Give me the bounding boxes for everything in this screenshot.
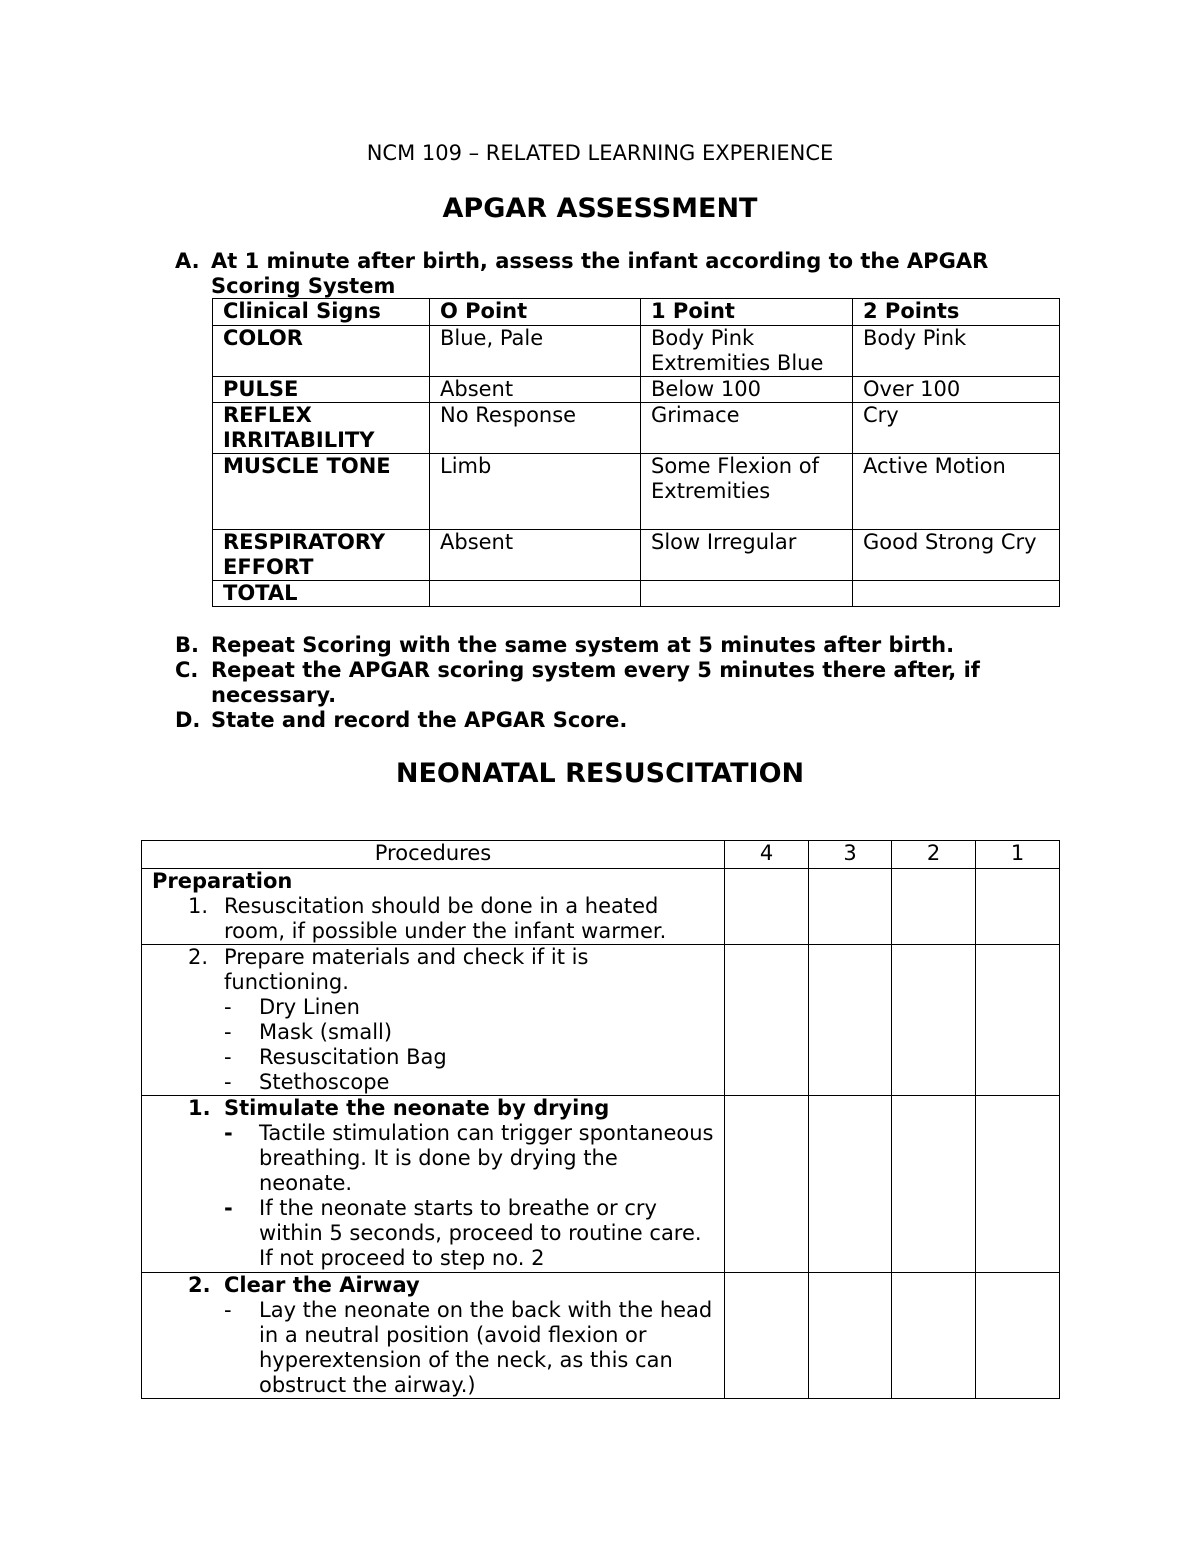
step-letter: A. [175, 249, 200, 273]
table-header-row [142, 841, 1060, 869]
dash-bullet: - [224, 995, 232, 1019]
score-cell [725, 869, 809, 945]
sign-cell: MUSCLE TONE [213, 454, 430, 530]
step-d [175, 708, 1055, 733]
step-text: Repeat the APGAR scoring system every 5 minutes there after, if necessary. [211, 658, 980, 707]
total-row [213, 581, 1060, 607]
score-cell [809, 1273, 892, 1399]
resuscitation-checklist-table [141, 840, 1060, 1399]
score-cell: Body Pink Extremities Blue [641, 326, 853, 377]
point-text: If the neonate starts to breathe or cry within 5 seconds, proceed to routine care. If not proceed to step no. 2 [259, 1196, 702, 1270]
score-cell [976, 869, 1060, 945]
material-item: Stethoscope [259, 1070, 390, 1094]
section-title: Preparation [152, 869, 293, 893]
score-cell [725, 945, 809, 1096]
dash-bullet: - [224, 1196, 233, 1220]
column-header: 1 Point [641, 299, 853, 326]
table-row [213, 403, 1060, 454]
score-cell [976, 1096, 1060, 1273]
sign-cell: PULSE [213, 377, 430, 403]
step-text: Repeat Scoring with the same system at 5 minutes after birth. [211, 633, 955, 657]
total-cell [430, 581, 641, 607]
point-text: Lay the neonate on the back with the head in a neutral position (avoid flexion or hyperextension of the neck, as this can obstruct the airway.) [259, 1298, 713, 1397]
sign-cell: RESPIRATORY EFFORT [213, 530, 430, 581]
total-cell [641, 581, 853, 607]
table-row [213, 454, 1060, 530]
score-cell: Cry [853, 403, 1060, 454]
course-subtitle: NCM 109 – RELATED LEARNING EXPERIENCE [366, 141, 834, 165]
score-cell: No Response [430, 403, 641, 454]
column-header: 2 Points [853, 299, 1060, 326]
score-cell [725, 1273, 809, 1399]
score-cell [976, 1273, 1060, 1399]
item-text: Prepare materials and check if it is functioning. [224, 945, 589, 994]
score-cell [725, 1096, 809, 1273]
step-letter: B. [175, 633, 199, 657]
neonatal-title: NEONATAL RESUSCITATION [395, 758, 805, 789]
score-cell: Absent [430, 377, 641, 403]
dash-bullet: - [224, 1121, 233, 1145]
score-cell [892, 869, 976, 945]
score-cell [809, 869, 892, 945]
sign-cell: TOTAL [213, 581, 430, 607]
material-item: Dry Linen [259, 995, 360, 1019]
table-row [213, 326, 1060, 377]
step-letter: C. [175, 658, 199, 682]
table-row [142, 1096, 1060, 1273]
procedure-cell [142, 1096, 725, 1273]
material-item: Mask (small) [259, 1020, 393, 1044]
point-text: Tactile stimulation can trigger spontaneous breathing. It is done by drying the neonate. [259, 1121, 714, 1195]
score-cell: Over 100 [853, 377, 1060, 403]
procedure-cell [142, 869, 725, 945]
column-header: 3 [809, 841, 892, 869]
item-number: 1. [188, 1096, 211, 1120]
item-text: Resuscitation should be done in a heated room, if possible under the infant warmer. [224, 894, 667, 943]
step-c [175, 658, 1055, 708]
step-text: State and record the APGAR Score. [211, 708, 628, 732]
step-text: At 1 minute after birth, assess the infant according to the APGAR Scoring System [211, 249, 989, 298]
column-header: 2 [892, 841, 976, 869]
step-title: Clear the Airway [224, 1273, 420, 1297]
score-cell: Grimace [641, 403, 853, 454]
procedure-cell [142, 945, 725, 1096]
item-number: 1. [188, 894, 209, 918]
step-title: Stimulate the neonate by drying [224, 1096, 610, 1120]
table-row [213, 377, 1060, 403]
score-cell [809, 945, 892, 1096]
step-b [175, 633, 1055, 658]
dash-bullet: - [224, 1070, 232, 1094]
column-header: 4 [725, 841, 809, 869]
score-cell: Limb [430, 454, 641, 530]
step-a [175, 249, 1055, 299]
apgar-title: APGAR ASSESSMENT [442, 193, 758, 224]
table-row [142, 869, 1060, 945]
apgar-scoring-table [212, 298, 1060, 607]
score-cell [892, 1273, 976, 1399]
score-cell [892, 945, 976, 1096]
item-number: 2. [188, 945, 209, 969]
score-cell: Body Pink [853, 326, 1060, 377]
score-cell: Absent [430, 530, 641, 581]
dash-bullet: - [224, 1020, 232, 1044]
table-row [213, 530, 1060, 581]
table-header-row [213, 299, 1060, 326]
dash-bullet: - [224, 1298, 232, 1322]
column-header: Clinical Signs [213, 299, 430, 326]
material-item: Resuscitation Bag [259, 1045, 447, 1069]
total-cell [853, 581, 1060, 607]
score-cell: Slow Irregular [641, 530, 853, 581]
procedure-cell [142, 1273, 725, 1399]
table-row [142, 945, 1060, 1096]
score-cell: Below 100 [641, 377, 853, 403]
column-header: O Point [430, 299, 641, 326]
sign-cell: COLOR [213, 326, 430, 377]
column-header: Procedures [142, 841, 725, 869]
score-cell: Good Strong Cry [853, 530, 1060, 581]
item-number: 2. [188, 1273, 211, 1297]
score-cell [976, 945, 1060, 1096]
score-cell: Active Motion [853, 454, 1060, 530]
dash-bullet: - [224, 1045, 232, 1069]
sign-cell: REFLEX IRRITABILITY [213, 403, 430, 454]
steps-bcd [175, 633, 1055, 733]
score-cell [892, 1096, 976, 1273]
score-cell: Blue, Pale [430, 326, 641, 377]
score-cell [809, 1096, 892, 1273]
step-letter: D. [175, 708, 201, 732]
score-cell: Some Flexion of Extremities [641, 454, 853, 530]
column-header: 1 [976, 841, 1060, 869]
table-row [142, 1273, 1060, 1399]
